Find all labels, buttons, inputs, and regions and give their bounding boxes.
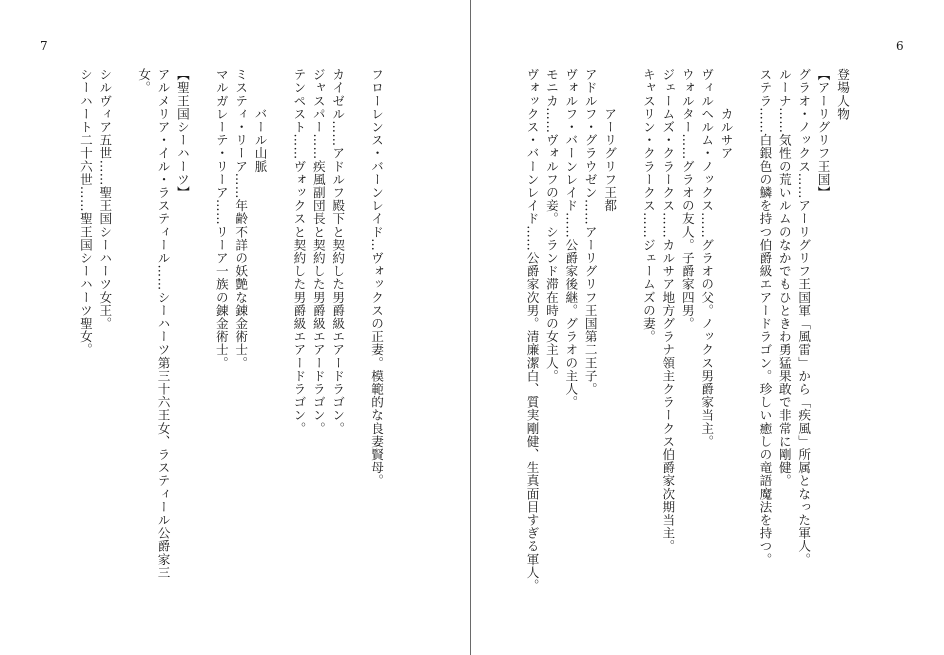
- text-line: ヴォックス・バーンレイド……公爵家次男。清廉潔白、質実剛健、生真面目すぎる軍人。: [524, 68, 540, 592]
- text-line: アルメリア・イル・ラスティール……シーハーツ第三十六王女、ラスティール公爵家三: [155, 68, 171, 579]
- text-line: ヴィルヘルム・ノックス……グラオの父。ノックス男爵家当主。: [699, 68, 715, 448]
- text-line: シーハート二十六世……聖王国シーハーツ聖女。: [77, 68, 93, 357]
- right-page-text: [522, 68, 852, 628]
- text-line: シルヴィア五世……聖王国シーハーツ女王。: [97, 68, 113, 330]
- left-page: [0, 0, 470, 655]
- blank-line: [619, 68, 638, 628]
- blank-line: [270, 68, 289, 628]
- section-heading: アーリグリフ王都: [602, 107, 618, 213]
- text-line: ミスティ・リーア……年齢不詳の妖艶な錬金術士。: [233, 68, 249, 370]
- page-title: 登場人物: [835, 68, 850, 121]
- page-number: 6: [896, 39, 904, 53]
- text-line: ルーナ……気性の荒いルムのなかでもひときわ勇猛果敢で非常に剛健。: [776, 68, 792, 488]
- blank-line: [114, 68, 133, 628]
- gutter-divider: [470, 0, 471, 655]
- section-heading: 【聖王国シーハーツ】: [174, 68, 190, 199]
- page-number: 7: [40, 39, 48, 53]
- text-line: アドルフ・グラウゼン……アーリグリフ王国第二王子。: [582, 68, 598, 396]
- section-heading: バール山脈: [252, 107, 268, 173]
- text-line: ヴォルフ・バーンレイド……公爵家後継。グラオの主人。: [563, 68, 579, 409]
- text-line: ジェームズ・クラークス……カルサア地方グラナ領主クラークス伯爵家次期当主。: [660, 68, 676, 553]
- text-line: テンペスト……ヴォックスと契約した男爵級エアードラゴン。: [291, 68, 307, 435]
- text-line: マルガレーテ・リーア……リーア一族の錬金術士。: [213, 68, 229, 370]
- section-heading: 【アーリグリフ王国】: [815, 68, 831, 199]
- section-heading: カルサア: [718, 107, 734, 160]
- text-line: グラオ・ノックス……アーリグリフ王国軍「風雷」から「疾風」所属となった軍人。: [796, 68, 812, 566]
- text-line: ステラ……白銀色の鱗を持つ伯爵級エアードラゴン。珍しい癒しの竜語魔法を持つ。: [757, 68, 773, 566]
- blank-line: [347, 68, 366, 628]
- right-page: [472, 0, 944, 655]
- text-line: ジャスパー……疾風副団長と契約した男爵級エアードラゴン。: [310, 68, 326, 435]
- text-line: モニカ……ヴォルフの妾。シランド滞在時の女主人。: [543, 68, 559, 383]
- text-line: ウォルター……グラオの友人。子爵家四男。: [679, 68, 695, 330]
- text-line: キャスリン・クラークス……ジェームズの妻。: [640, 68, 656, 344]
- blank-line: [192, 68, 211, 628]
- text-line: 女。: [136, 68, 152, 95]
- left-page-text: [76, 68, 387, 628]
- blank-line: [736, 68, 755, 628]
- text-line: フローレンス・バーンレイド…ヴォックスの正妻。模範的な良妻賢母。: [369, 68, 384, 488]
- text-line: カイゼル……アドルフ殿下と契約した男爵級エアードラゴン。: [330, 68, 346, 435]
